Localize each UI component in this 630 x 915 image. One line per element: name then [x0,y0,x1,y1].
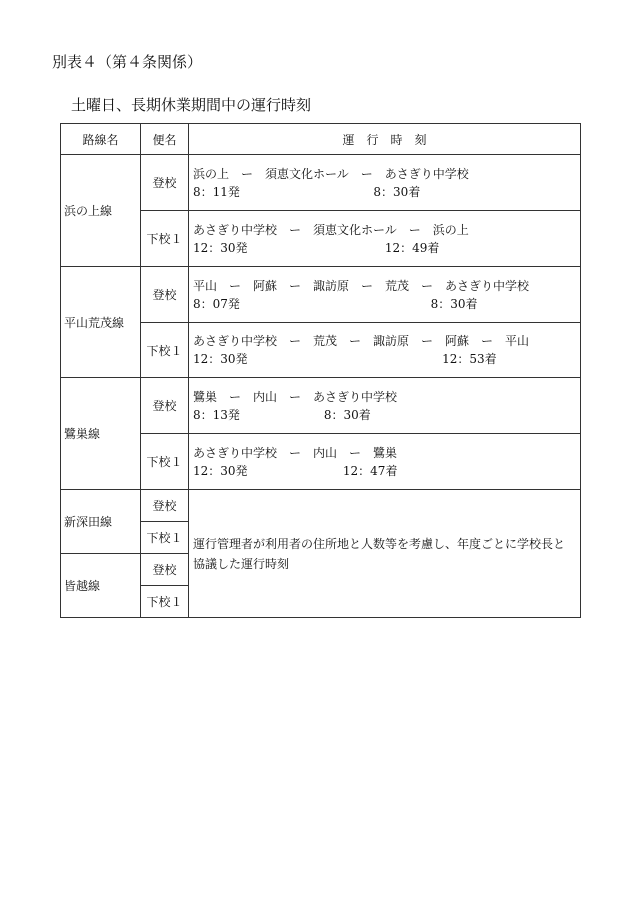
trip-name: 登校 [141,554,189,586]
header-route: 路線名 [61,124,141,155]
trip-name: 登校 [141,155,189,211]
route-name: 新深田線 [61,490,141,554]
schedule-note: 運行管理者が利用者の住所地と人数等を考慮し、年度ごとに学校長と協議した運行時刻 [189,490,581,618]
schedule-cell [189,155,581,211]
schedule-stops: 鷺巣 ー 内山 ー あさぎり中学校 [193,389,398,404]
schedule-stops: 浜の上 ー 須恵文化ホール ー あさぎり中学校 [193,166,469,181]
trip-name: 登校 [141,490,189,522]
schedule-times: 12：30発 12：47着 [193,463,398,478]
trip-name: 下校１ [141,522,189,554]
table-row [61,155,581,211]
schedule-times: 12：30発 12：53着 [193,352,497,366]
schedule-cell [189,267,581,323]
schedule-times: 8：07発 8：30着 [193,296,478,311]
schedule-table [60,123,581,618]
route-name: 浜の上線 [61,155,141,267]
header-schedule: 運 行 時 刻 [189,124,581,155]
schedule-stops: あさぎり中学校 ー 内山 ー 鷺巣 [193,445,398,460]
trip-name: 登校 [141,378,189,434]
schedule-cell [189,211,581,267]
route-name: 鷺巣線 [61,378,141,490]
schedule-cell [189,378,581,434]
table-row [61,378,581,434]
table-row [61,490,581,522]
trip-name: 下校１ [141,586,189,618]
schedule-times: 12：30発 12：49着 [193,240,440,255]
trip-name: 下校１ [141,323,189,378]
schedule-stops: 平山 ー 阿蘇 ー 諏訪原 ー 荒茂 ー あさぎり中学校 [193,278,530,293]
schedule-cell [189,434,581,490]
trip-name: 下校１ [141,211,189,267]
schedule-stops: あさぎり中学校 ー 荒茂 ー 諏訪原 ー 阿蘇 ー 平山 [193,334,530,348]
table-row [61,267,581,323]
table-title: 土曜日、長期休業期間中の運行時刻 [71,96,312,114]
schedule-stops: あさぎり中学校 ー 須恵文化ホール ー 浜の上 [193,222,469,237]
route-name: 平山荒茂線 [61,267,141,378]
schedule-times: 8：13発 8：30着 [193,407,371,422]
schedule-cell [189,323,581,378]
document-heading: 別表４（第４条関係） [52,53,203,71]
header-trip: 便名 [141,124,189,155]
trip-name: 下校１ [141,434,189,490]
route-name: 皆越線 [61,554,141,618]
trip-name: 登校 [141,267,189,323]
schedule-times: 8：11発 8：30着 [193,184,421,199]
table-header-row [61,124,581,155]
